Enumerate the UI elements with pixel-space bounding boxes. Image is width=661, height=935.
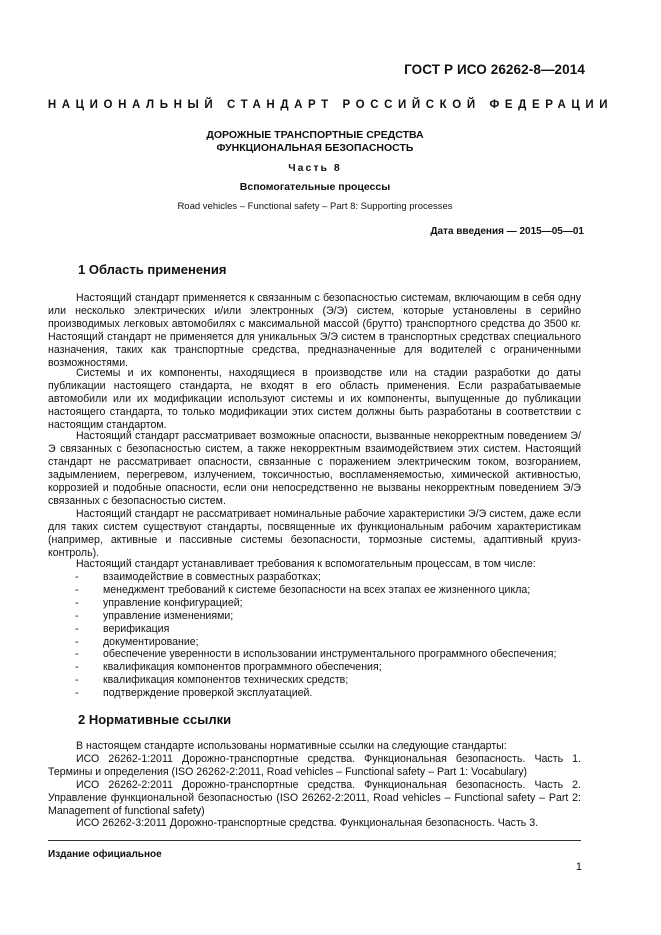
- list-bullet: -: [75, 661, 79, 674]
- list-item-text: управление изменениями;: [103, 609, 234, 622]
- section-1-paragraph-4: [48, 508, 581, 560]
- list-bullet: -: [75, 635, 79, 648]
- section-2-heading: 2 Нормативные ссылки: [78, 712, 232, 727]
- section-1-paragraph-2: [48, 367, 581, 432]
- list-item: [75, 610, 595, 623]
- part-label: Часть 8: [288, 162, 342, 174]
- list-item: [75, 571, 595, 584]
- list-item-text: верификация: [103, 622, 170, 635]
- part-subtitle: Вспомогательные процессы: [239, 181, 391, 193]
- list-item-text: квалификация компонентов программного обеспечения;: [103, 661, 382, 674]
- list-item-text: документирование;: [103, 635, 199, 648]
- list-item-text: обеспечение уверенности в использовании инструментального программного обеспечения;: [103, 648, 557, 661]
- document-number: ГОСТ Р ИСО 26262-8—2014: [404, 62, 585, 77]
- page-number: 1: [575, 861, 582, 873]
- paragraph-text: Настоящий стандарт устанавливает требования к вспомогательным процессам, в том числе:: [76, 558, 536, 570]
- list-bullet: -: [75, 571, 79, 583]
- introduction-date: Дата введения — 2015—05—01: [430, 226, 584, 237]
- section-1-paragraph-1: [48, 292, 581, 369]
- list-bullet: -: [75, 583, 79, 596]
- footer-divider: [48, 840, 581, 841]
- list-bullet: -: [75, 622, 79, 635]
- list-bullet: -: [75, 596, 79, 609]
- title-line-2: ФУНКЦИОНАЛЬНАЯ БЕЗОПАСНОСТЬ: [216, 142, 414, 154]
- normative-reference-2: ИСО 26262-2:2011 Дорожно-транспортные средства. Функциональная безопасность. Часть 2. Управление функциональной безопасностью (ISO 26262-2:2011, Road vehicles – Functional safety – Part 2: Management of functional safety): [48, 778, 581, 817]
- national-standard-banner: НАЦИОНАЛЬНЫЙ СТАНДАРТ РОССИЙСКОЙ ФЕДЕРАЦИИ: [47, 99, 614, 111]
- list-bullet: -: [75, 674, 79, 687]
- list-item: [75, 674, 595, 687]
- supporting-processes-list: [75, 571, 595, 700]
- section-1-heading: 1 Область применения: [78, 262, 227, 277]
- english-title: Road vehicles – Functional safety – Part 8: Supporting processes: [177, 201, 453, 212]
- section-1-paragraph-5: [48, 558, 581, 571]
- list-item-text: управление конфигурацией;: [103, 596, 243, 609]
- edition-note: Издание официальное: [48, 849, 162, 860]
- list-item-text: квалификация компонентов технических средств;: [103, 674, 349, 687]
- list-item: [75, 661, 595, 674]
- list-bullet: -: [75, 609, 79, 622]
- list-item: [75, 648, 595, 661]
- list-item-text: подтверждение проверкой эксплуатацией.: [103, 687, 313, 700]
- section-1-paragraph-3: [48, 430, 581, 507]
- section-2-body: [48, 740, 581, 830]
- list-bullet: -: [75, 648, 79, 661]
- paragraph-text: В настоящем стандарте использованы нормативные ссылки на следующие стандарты:: [76, 740, 507, 752]
- paragraph-text: Настоящий стандарт не рассматривает номинальные рабочие характеристики Э/Э систем, даже если для таких систем существуют стандарты, посвященные их функциональным рабочим характеристикам (например, активные и пассивные системы безопасности, тормозные системы, адаптивный круиз-контроль).: [48, 508, 581, 559]
- normative-reference-3: ИСО 26262-3:2011 Дорожно-транспортные средства. Функциональная безопасность. Часть 3.: [76, 817, 539, 830]
- list-item: [75, 584, 595, 597]
- paragraph-text: Настоящий стандарт применяется к связанным с безопасностью системам, включающим в себя одну или несколько электрических и/или электронных (Э/Э) систем, которые установлены в серийно производимых легковых автомобилях с максимальной массой (брутто) транспортного средства до 3500 кг. Настоящий стандарт не применяется для уникальных Э/Э систем в транспортных средствах специального назначения, таких как транспортные средства, предназначенные для водителей с ограниченными возможностями.: [48, 292, 581, 369]
- list-item: [75, 636, 595, 649]
- paragraph-text: Настоящий стандарт рассматривает возможные опасности, вызванные некорректным поведением Э/Э связанных с безопасностью систем, а также некорректным взаимодействием этих систем. Настоящий стандарт не рассматривает опасности, связанные с поражением электрическим током, возгоранием, задымлением, перегревом, излучением, токсичностью, воспламеняемостью, химической активностью, коррозией и подобные опасности, если они непосредственно не вызваны некорректным поведением Э/Э связанных с безопасностью систем.: [48, 430, 581, 507]
- list-item: [75, 687, 595, 700]
- list-item-text: взаимодействие в совместных разработках;: [103, 571, 321, 583]
- paragraph-text: Системы и их компоненты, находящиеся в производстве или на стадии разработки до даты публикации настоящего стандарта, не входят в его область применения. Если разрабатываемые автомобили или их модификации используют системы и их компоненты, выпущенные до публикации настоящего стандарта, то только модификации этих систем должны быть разработаны в соответствии с настоящим стандартом.: [48, 367, 581, 431]
- list-bullet: -: [75, 687, 79, 700]
- title-line-1: ДОРОЖНЫЕ ТРАНСПОРТНЫЕ СРЕДСТВА: [206, 129, 424, 141]
- list-item: [75, 597, 595, 610]
- list-item-text: менеджмент требований к системе безопасности на всех этапах ее жизненного цикла;: [103, 583, 531, 596]
- normative-reference-1: ИСО 26262-1:2011 Дорожно-транспортные средства. Функциональная безопасность. Часть 1. Термины и определения (ISO 26262-2:2011, Road vehicles – Functional safety – Part 1: Vocabulary): [48, 752, 581, 778]
- list-item: [75, 623, 595, 636]
